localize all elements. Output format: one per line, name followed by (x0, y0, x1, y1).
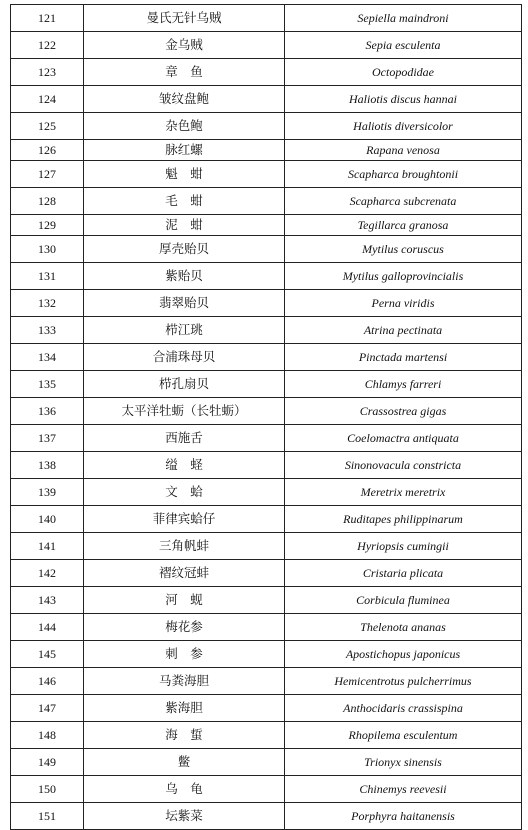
species-table (10, 4, 522, 830)
scientific-name: Sepia esculenta (285, 32, 522, 59)
table-row (11, 560, 522, 587)
scientific-name: Trionyx sinensis (285, 749, 522, 776)
row-number: 142 (11, 560, 84, 587)
scientific-name: Ruditapes philippinarum (285, 506, 522, 533)
table-row (11, 344, 522, 371)
table-row (11, 479, 522, 506)
chinese-name: 皱纹盘鲍 (84, 86, 285, 113)
scientific-name: Tegillarca granosa (285, 215, 522, 236)
chinese-name: 翡翠贻贝 (84, 290, 285, 317)
table-row (11, 668, 522, 695)
table-row (11, 371, 522, 398)
table-row (11, 587, 522, 614)
row-number: 138 (11, 452, 84, 479)
row-number: 126 (11, 140, 84, 161)
table-row (11, 32, 522, 59)
chinese-name: 太平洋牡蛎（长牡蛎） (84, 398, 285, 425)
chinese-name: 泥 蚶 (84, 215, 285, 236)
row-number: 140 (11, 506, 84, 533)
scientific-name: Hyriopsis cumingii (285, 533, 522, 560)
chinese-name: 梅花参 (84, 614, 285, 641)
row-number: 130 (11, 236, 84, 263)
scientific-name: Apostichopus japonicus (285, 641, 522, 668)
table-row (11, 263, 522, 290)
table-row (11, 641, 522, 668)
table-row (11, 803, 522, 830)
chinese-name: 曼氏无针乌贼 (84, 5, 285, 32)
row-number: 146 (11, 668, 84, 695)
table-row (11, 86, 522, 113)
table-row (11, 722, 522, 749)
row-number: 134 (11, 344, 84, 371)
table-row (11, 452, 522, 479)
scientific-name: Corbicula fluminea (285, 587, 522, 614)
scientific-name: Chinemys reevesii (285, 776, 522, 803)
chinese-name: 栉孔扇贝 (84, 371, 285, 398)
row-number: 149 (11, 749, 84, 776)
row-number: 148 (11, 722, 84, 749)
row-number: 147 (11, 695, 84, 722)
chinese-name: 坛紫菜 (84, 803, 285, 830)
table-row (11, 5, 522, 32)
chinese-name: 河 蚬 (84, 587, 285, 614)
row-number: 131 (11, 263, 84, 290)
scientific-name: Meretrix meretrix (285, 479, 522, 506)
row-number: 136 (11, 398, 84, 425)
chinese-name: 菲律宾蛤仔 (84, 506, 285, 533)
table-row (11, 59, 522, 86)
chinese-name: 文 蛤 (84, 479, 285, 506)
table-row (11, 695, 522, 722)
row-number: 133 (11, 317, 84, 344)
row-number: 121 (11, 5, 84, 32)
row-number: 122 (11, 32, 84, 59)
chinese-name: 马粪海胆 (84, 668, 285, 695)
scientific-name: Thelenota ananas (285, 614, 522, 641)
table-row (11, 236, 522, 263)
chinese-name: 缢 蛏 (84, 452, 285, 479)
scientific-name: Crassostrea gigas (285, 398, 522, 425)
row-number: 132 (11, 290, 84, 317)
row-number: 151 (11, 803, 84, 830)
scientific-name: Porphyra haitanensis (285, 803, 522, 830)
row-number: 127 (11, 161, 84, 188)
row-number: 143 (11, 587, 84, 614)
chinese-name: 乌 龟 (84, 776, 285, 803)
table-row (11, 317, 522, 344)
scientific-name: Scapharca broughtonii (285, 161, 522, 188)
table-row (11, 215, 522, 236)
chinese-name: 魁 蚶 (84, 161, 285, 188)
chinese-name: 西施舌 (84, 425, 285, 452)
row-number: 123 (11, 59, 84, 86)
chinese-name: 杂色鲍 (84, 113, 285, 140)
scientific-name: Atrina pectinata (285, 317, 522, 344)
chinese-name: 毛 蚶 (84, 188, 285, 215)
chinese-name: 章 鱼 (84, 59, 285, 86)
row-number: 145 (11, 641, 84, 668)
table-row (11, 398, 522, 425)
table-row (11, 113, 522, 140)
scientific-name: Mytilus coruscus (285, 236, 522, 263)
scientific-name: Pinctada martensi (285, 344, 522, 371)
table-row (11, 188, 522, 215)
chinese-name: 鳖 (84, 749, 285, 776)
chinese-name: 紫海胆 (84, 695, 285, 722)
chinese-name: 刺 参 (84, 641, 285, 668)
table-row (11, 533, 522, 560)
scientific-name: Octopodidae (285, 59, 522, 86)
row-number: 128 (11, 188, 84, 215)
scientific-name: Anthocidaris crassispina (285, 695, 522, 722)
table-row (11, 614, 522, 641)
table-row (11, 506, 522, 533)
scientific-name: Coelomactra antiquata (285, 425, 522, 452)
scientific-name: Haliotis diversicolor (285, 113, 522, 140)
scientific-name: Rhopilema esculentum (285, 722, 522, 749)
row-number: 139 (11, 479, 84, 506)
scientific-name: Sepiella maindroni (285, 5, 522, 32)
chinese-name: 三角帆蚌 (84, 533, 285, 560)
scientific-name: Mytilus galloprovincialis (285, 263, 522, 290)
row-number: 150 (11, 776, 84, 803)
table-row (11, 776, 522, 803)
chinese-name: 褶纹冠蚌 (84, 560, 285, 587)
table-row (11, 161, 522, 188)
chinese-name: 紫贻贝 (84, 263, 285, 290)
chinese-name: 金乌贼 (84, 32, 285, 59)
table-row (11, 749, 522, 776)
table-row (11, 140, 522, 161)
row-number: 141 (11, 533, 84, 560)
row-number: 137 (11, 425, 84, 452)
row-number: 135 (11, 371, 84, 398)
scientific-name: Hemicentrotus pulcherrimus (285, 668, 522, 695)
species-table-page (10, 4, 518, 830)
scientific-name: Haliotis discus hannai (285, 86, 522, 113)
scientific-name: Sinonovacula constricta (285, 452, 522, 479)
row-number: 125 (11, 113, 84, 140)
chinese-name: 合浦珠母贝 (84, 344, 285, 371)
row-number: 129 (11, 215, 84, 236)
scientific-name: Perna viridis (285, 290, 522, 317)
chinese-name: 海 蜇 (84, 722, 285, 749)
row-number: 144 (11, 614, 84, 641)
scientific-name: Chlamys farreri (285, 371, 522, 398)
row-number: 124 (11, 86, 84, 113)
chinese-name: 脉红螺 (84, 140, 285, 161)
scientific-name: Rapana venosa (285, 140, 522, 161)
scientific-name: Cristaria plicata (285, 560, 522, 587)
table-row (11, 425, 522, 452)
species-table-body (11, 5, 522, 830)
chinese-name: 厚壳贻贝 (84, 236, 285, 263)
scientific-name: Scapharca subcrenata (285, 188, 522, 215)
chinese-name: 栉江珧 (84, 317, 285, 344)
table-row (11, 290, 522, 317)
